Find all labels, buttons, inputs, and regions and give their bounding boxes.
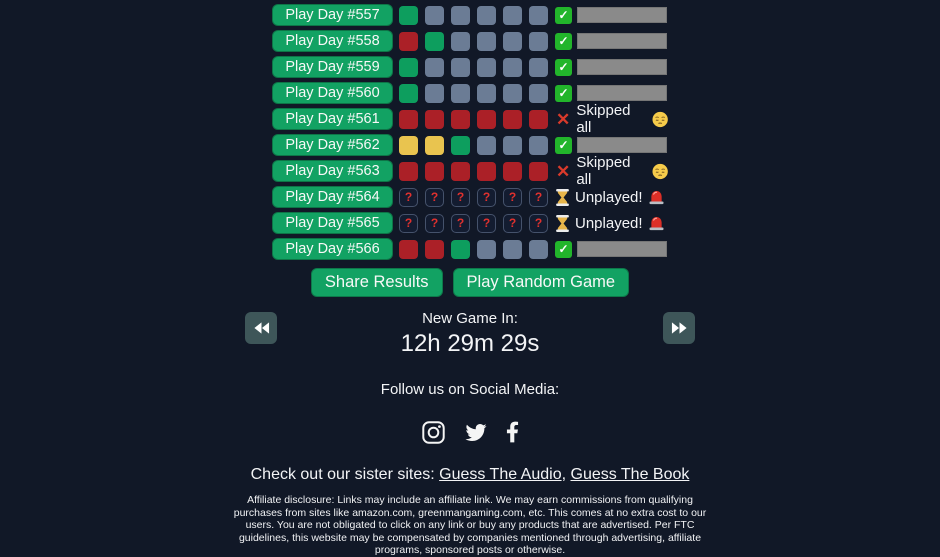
pensive-emoji xyxy=(652,163,668,180)
guess-square-slate xyxy=(477,84,496,103)
guess-square-green xyxy=(399,6,418,25)
hidden-answer-bar[interactable] xyxy=(577,7,667,23)
hidden-answer-bar[interactable] xyxy=(577,33,667,49)
play-day-button[interactable]: Play Day #561 xyxy=(272,108,393,130)
check-icon: ✓ xyxy=(555,241,572,258)
guess-square-unknown: ? xyxy=(529,214,548,233)
play-day-row xyxy=(272,2,668,28)
affiliate-disclosure: Affiliate disclosure: Links may include an affiliate link. We may earn commissions from qualifying purchases from sites like amazon.com, greenmangaming.com, etc. This comes at no extra cost to our users. You are not obligated to click on any link or buy any products that are advertised. Per FTC guidelines, this website may be compensated by companies mentioned through advertising, affiliate programs, sponsored posts or otherwise. xyxy=(233,494,707,557)
guess-square-unknown: ? xyxy=(529,188,548,207)
guess-square-unknown: ? xyxy=(425,214,444,233)
guess-square-green xyxy=(399,58,418,77)
guess-squares xyxy=(399,84,548,103)
guess-squares xyxy=(399,240,548,259)
hourglass-emoji xyxy=(555,189,570,206)
guess-squares xyxy=(399,188,548,207)
guess-square-red xyxy=(477,110,496,129)
guess-squares xyxy=(399,58,548,77)
row-status xyxy=(555,154,668,188)
guess-squares xyxy=(399,6,548,25)
check-icon: ✓ xyxy=(555,7,572,24)
countdown-section xyxy=(245,310,695,358)
guess-square-red xyxy=(529,110,548,129)
guess-square-slate xyxy=(503,84,522,103)
countdown-value: 12h 29m 29s xyxy=(400,330,540,357)
status-text: Skipped all xyxy=(576,154,631,188)
guess-the-book-link[interactable]: Guess The Book xyxy=(570,466,690,483)
siren-emoji xyxy=(648,216,665,231)
play-day-row xyxy=(272,184,668,210)
guess-square-red xyxy=(399,240,418,259)
guess-square-slate xyxy=(425,58,444,77)
sister-sites-line xyxy=(0,466,940,484)
guess-the-audio-link[interactable]: Guess The Audio xyxy=(439,466,562,483)
guess-square-red xyxy=(451,162,470,181)
guess-square-slate xyxy=(451,32,470,51)
rewind-icon xyxy=(253,321,270,335)
guess-square-slate xyxy=(477,32,496,51)
play-day-button[interactable]: Play Day #565 xyxy=(272,212,393,234)
play-day-button[interactable]: Play Day #558 xyxy=(272,30,393,52)
guess-square-green xyxy=(451,136,470,155)
play-day-button[interactable]: Play Day #562 xyxy=(272,134,393,156)
status-text: Unplayed! xyxy=(575,214,643,232)
guess-square-green xyxy=(451,240,470,259)
row-status xyxy=(555,215,665,232)
guess-square-red xyxy=(503,162,522,181)
guess-square-red xyxy=(399,110,418,129)
twitter-link[interactable] xyxy=(463,422,489,443)
guess-square-red xyxy=(425,162,444,181)
instagram-link[interactable] xyxy=(421,420,446,445)
play-day-row xyxy=(272,54,668,80)
results-list xyxy=(0,2,940,262)
guess-square-unknown: ? xyxy=(477,188,496,207)
guess-squares xyxy=(399,32,548,51)
next-day-button[interactable] xyxy=(663,312,695,344)
guess-square-red xyxy=(451,110,470,129)
guess-square-red xyxy=(503,110,522,129)
countdown-label: New Game In: xyxy=(422,310,518,327)
row-status xyxy=(555,59,667,76)
play-day-button[interactable]: Play Day #566 xyxy=(272,238,393,260)
guess-square-red xyxy=(477,162,496,181)
row-status xyxy=(555,7,667,24)
guess-squares xyxy=(399,162,548,181)
sister-sites-separator: , xyxy=(561,466,567,483)
play-day-button[interactable]: Play Day #557 xyxy=(272,4,393,26)
status-text: Unplayed! xyxy=(575,188,643,206)
check-icon: ✓ xyxy=(555,59,572,76)
guess-square-slate xyxy=(477,136,496,155)
guess-square-yellow xyxy=(399,136,418,155)
play-day-button[interactable]: Play Day #559 xyxy=(272,56,393,78)
guess-square-green xyxy=(399,84,418,103)
guess-square-slate xyxy=(503,240,522,259)
guess-square-unknown: ? xyxy=(451,188,470,207)
guess-square-slate xyxy=(425,84,444,103)
twitter-icon xyxy=(463,422,489,443)
play-day-row xyxy=(272,210,668,236)
hidden-answer-bar[interactable] xyxy=(577,85,667,101)
guess-square-green xyxy=(425,32,444,51)
row-status xyxy=(555,33,667,50)
guess-square-unknown: ? xyxy=(503,214,522,233)
guess-squares xyxy=(399,136,548,155)
hidden-answer-bar[interactable] xyxy=(577,137,667,153)
row-status xyxy=(555,241,667,258)
play-day-row xyxy=(272,102,668,136)
row-status xyxy=(555,102,668,136)
previous-day-button[interactable] xyxy=(245,312,277,344)
pensive-emoji xyxy=(652,111,668,128)
guess-square-slate xyxy=(529,58,548,77)
guess-square-slate xyxy=(477,240,496,259)
guess-square-slate xyxy=(451,58,470,77)
guess-square-slate xyxy=(529,6,548,25)
guess-squares xyxy=(399,110,548,129)
facebook-icon xyxy=(506,420,519,444)
hourglass-emoji xyxy=(555,215,570,232)
guess-square-slate xyxy=(503,58,522,77)
guess-square-red xyxy=(425,240,444,259)
guess-square-slate xyxy=(503,6,522,25)
guess-square-slate xyxy=(503,136,522,155)
instagram-icon xyxy=(421,420,446,445)
guess-square-red xyxy=(399,32,418,51)
share-results-button[interactable]: Share Results xyxy=(311,268,443,297)
guess-square-unknown: ? xyxy=(399,214,418,233)
guess-square-unknown: ? xyxy=(451,214,470,233)
play-day-row xyxy=(272,236,668,262)
row-status xyxy=(555,189,665,206)
hidden-answer-bar[interactable] xyxy=(577,59,667,75)
guess-square-slate xyxy=(529,136,548,155)
row-status xyxy=(555,85,667,102)
play-day-row xyxy=(272,28,668,54)
play-day-button[interactable]: Play Day #564 xyxy=(272,186,393,208)
guess-square-slate xyxy=(529,240,548,259)
hidden-answer-bar[interactable] xyxy=(577,241,667,257)
cross-icon: ✕ xyxy=(556,161,571,181)
guess-square-yellow xyxy=(425,136,444,155)
fast-forward-icon xyxy=(671,321,688,335)
guess-square-slate xyxy=(477,58,496,77)
check-icon: ✓ xyxy=(555,85,572,102)
guess-square-slate xyxy=(425,6,444,25)
social-heading: Follow us on Social Media: xyxy=(380,381,560,398)
sister-sites-prefix: Check out our sister sites: xyxy=(250,466,435,483)
play-day-button[interactable]: Play Day #563 xyxy=(272,160,393,182)
check-icon: ✓ xyxy=(555,137,572,154)
social-links xyxy=(0,419,940,445)
actions-bar xyxy=(0,268,940,297)
play-day-row xyxy=(272,154,668,188)
guess-square-red xyxy=(529,162,548,181)
guess-square-red xyxy=(399,162,418,181)
guess-square-unknown: ? xyxy=(425,188,444,207)
guess-square-red xyxy=(425,110,444,129)
play-random-game-button[interactable]: Play Random Game xyxy=(453,268,630,297)
guess-square-unknown: ? xyxy=(503,188,522,207)
play-day-button[interactable]: Play Day #560 xyxy=(272,82,393,104)
siren-emoji xyxy=(648,190,665,205)
guess-square-unknown: ? xyxy=(399,188,418,207)
guess-square-slate xyxy=(451,84,470,103)
guess-square-slate xyxy=(503,32,522,51)
guess-square-unknown: ? xyxy=(477,214,496,233)
facebook-link[interactable] xyxy=(506,420,519,444)
guess-square-slate xyxy=(451,6,470,25)
status-text: Skipped all xyxy=(576,102,631,136)
check-icon: ✓ xyxy=(555,33,572,50)
row-status xyxy=(555,137,667,154)
cross-icon: ✕ xyxy=(556,109,571,129)
guess-square-slate xyxy=(529,84,548,103)
guess-square-slate xyxy=(477,6,496,25)
guess-squares xyxy=(399,214,548,233)
guess-square-slate xyxy=(529,32,548,51)
